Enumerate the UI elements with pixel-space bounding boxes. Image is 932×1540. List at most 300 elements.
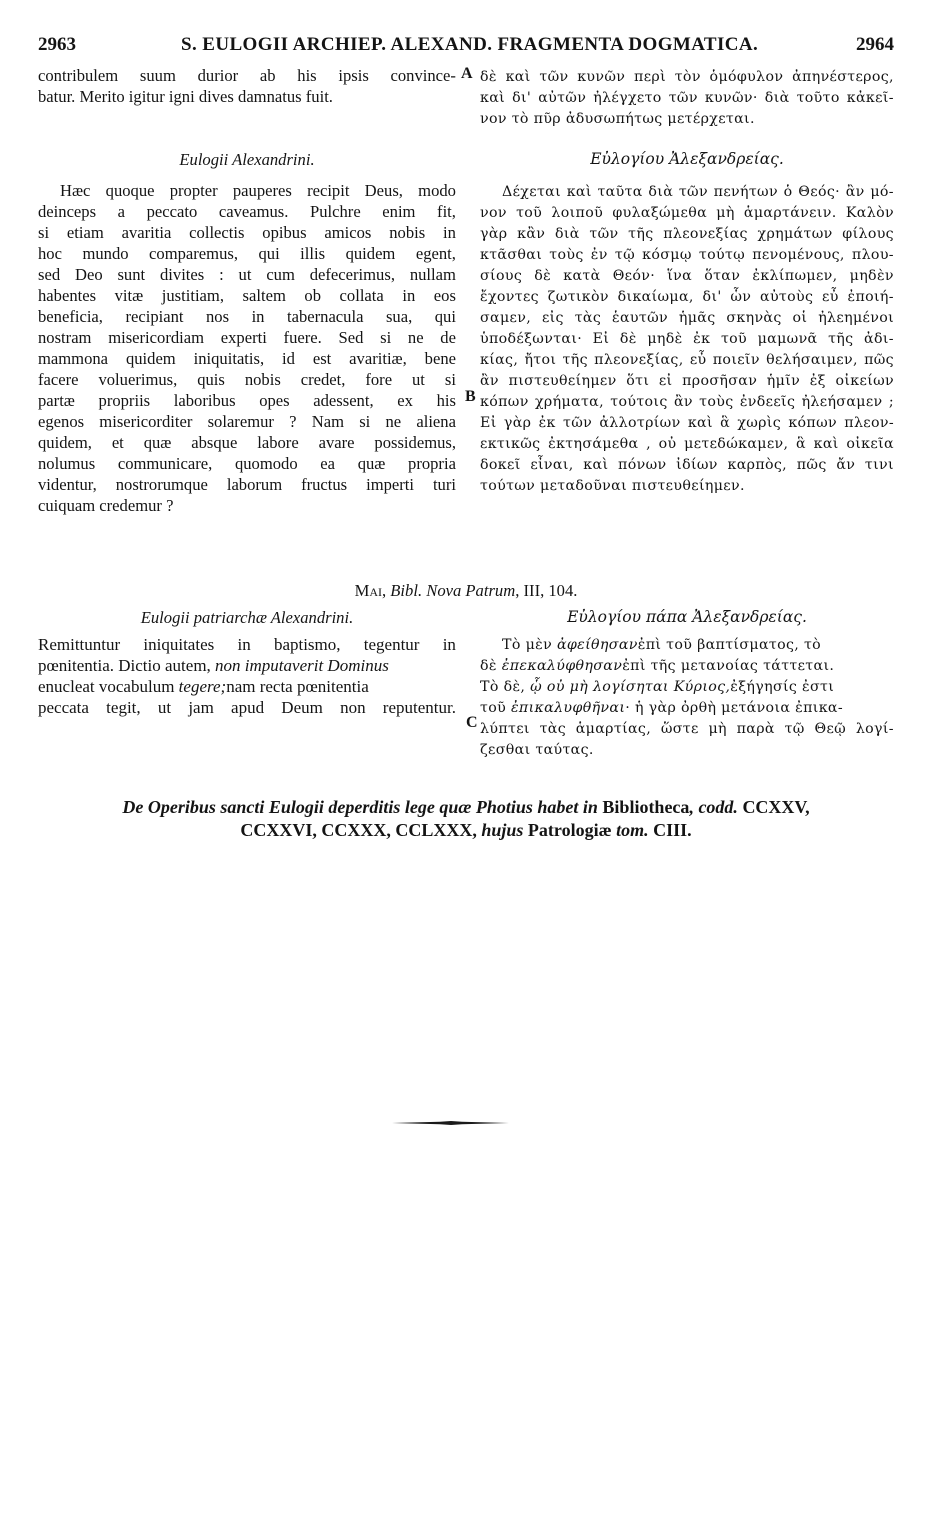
word: quis xyxy=(197,370,225,389)
text-run: δὲ xyxy=(480,658,497,674)
text-run: τοῦ xyxy=(480,700,507,716)
italic-run: ᾧ οὐ μὴ λογίσηται Κύριος, xyxy=(530,679,731,695)
word: quoque xyxy=(105,181,155,200)
word: εἰ xyxy=(658,373,673,389)
word: κἀκεῖ- xyxy=(846,90,894,106)
word: Remittuntur xyxy=(38,635,121,654)
word: facere xyxy=(38,370,79,389)
word: ἐποιή- xyxy=(847,289,894,305)
text-run: Patrologiæ xyxy=(523,820,617,840)
latin-line xyxy=(38,264,456,285)
word: τῶν xyxy=(678,184,708,200)
word: ποιεῖν xyxy=(712,352,760,368)
word: nullam xyxy=(409,265,456,284)
word: in xyxy=(443,223,456,242)
word: δοκεῖ xyxy=(480,457,521,473)
word: σκηνὰς xyxy=(726,310,782,326)
greek-line xyxy=(480,634,894,655)
latin-line xyxy=(38,285,456,306)
word: tabernacula xyxy=(286,307,364,326)
text-run: pœnitentia. Dictio autem, xyxy=(38,656,211,675)
word: διὰ xyxy=(554,226,580,242)
greek-column-top xyxy=(480,67,894,130)
word: hoc xyxy=(38,244,62,263)
word: recipit xyxy=(307,181,350,200)
word: τῶν xyxy=(539,69,569,85)
page-number-left: 2963 xyxy=(38,34,76,55)
word: in xyxy=(237,635,251,654)
word: γὰρ xyxy=(480,226,508,242)
word: δι' xyxy=(512,90,532,106)
word: apud xyxy=(231,698,265,717)
greek-line xyxy=(480,350,894,371)
word: Δέχεται xyxy=(502,184,561,200)
word: ἀπηνέστερος, xyxy=(792,69,894,85)
word: ἡμᾶς xyxy=(678,310,716,326)
word: ἐκλίπωμεν, xyxy=(752,268,838,284)
greek-line xyxy=(480,697,894,718)
word: ἤτοι xyxy=(524,352,557,368)
greek-line xyxy=(480,67,894,88)
word: εἰς xyxy=(541,310,564,326)
word: τὰς xyxy=(574,310,602,326)
footnote-note xyxy=(38,796,894,842)
word: Εἰ xyxy=(592,331,610,347)
greek-column-1 xyxy=(480,182,894,497)
word: est xyxy=(312,349,332,368)
greek-line xyxy=(480,266,894,287)
greek-line xyxy=(480,287,894,308)
word: τοῦτο xyxy=(796,90,840,106)
word: ὁ xyxy=(783,184,793,200)
word: καὶ xyxy=(505,69,531,85)
word: ἰδίων xyxy=(676,457,718,473)
word: vitæ xyxy=(114,286,144,305)
word: ἐκτησάμεθα xyxy=(548,436,639,452)
text-run: · ἡ γὰρ ὀρθὴ μετάνοια ἐπικα- xyxy=(625,700,843,716)
greek-line xyxy=(480,676,894,697)
word: τοὺς xyxy=(699,394,734,410)
word: Εἰ xyxy=(480,415,497,431)
word: τῶν xyxy=(563,415,593,431)
word: pauperes xyxy=(232,181,292,200)
word: nolumus xyxy=(38,454,96,473)
word: διὰ xyxy=(764,90,790,106)
word: videntur, xyxy=(38,475,97,494)
word: κατὰ xyxy=(563,268,601,284)
word: διὰ xyxy=(648,184,674,200)
word: ὧν xyxy=(730,289,752,305)
word: communicare, xyxy=(117,454,213,473)
latin-line: batur. Merito igitur igni dives damnatus fuit. xyxy=(38,87,333,106)
word: propria xyxy=(408,454,456,473)
greek-line xyxy=(480,224,894,245)
latin-line xyxy=(38,327,456,348)
margin-letter-a: A xyxy=(461,65,473,82)
text-run: ἐπὶ τοῦ βαπτίσματος, τὸ xyxy=(637,637,822,653)
greek-line xyxy=(480,308,894,329)
word: φυλαξώμεθα xyxy=(612,205,708,221)
word: κόπων xyxy=(788,415,838,431)
word: εὖ xyxy=(822,289,839,305)
word: tegit, xyxy=(106,698,141,717)
word: justitiam, xyxy=(161,286,224,305)
word: ἠλέγχετο xyxy=(593,90,662,106)
word: πλεον- xyxy=(844,415,894,431)
word: τῆς xyxy=(628,226,654,242)
word: εκτικῶς xyxy=(480,436,541,452)
latin-line xyxy=(38,180,456,201)
word: καὶ xyxy=(480,90,506,106)
word: ἔχοντες xyxy=(480,289,539,305)
word: καὶ xyxy=(583,457,609,473)
word: κυνῶν xyxy=(577,69,626,85)
word: αὐτοὺς xyxy=(760,289,814,305)
word: jam xyxy=(188,698,214,717)
word: σαμεν, xyxy=(480,310,532,326)
word: misericordiam xyxy=(108,328,205,347)
word: ἂν xyxy=(673,394,693,410)
latin-line: cuiquam credemur ? xyxy=(38,496,174,515)
word: ἠλεήσαμεν xyxy=(801,394,883,410)
text-run: nam recta pœnitentia xyxy=(226,677,369,696)
word: bene xyxy=(424,349,456,368)
word: collata xyxy=(339,286,384,305)
latin-line xyxy=(38,65,456,86)
greek-line xyxy=(480,455,894,476)
word: adessent, xyxy=(313,391,374,410)
word: turi xyxy=(432,475,456,494)
text-run: enucleat vocabulum xyxy=(38,677,175,696)
word: πῶς xyxy=(864,352,894,368)
word: χρημάτων xyxy=(757,226,833,242)
word: ex xyxy=(397,391,413,410)
word: suum xyxy=(139,66,176,85)
word: si xyxy=(380,328,392,347)
word: γὰρ xyxy=(503,415,532,431)
word: nostram xyxy=(38,328,92,347)
text-run: Τὸ δὲ, xyxy=(480,679,526,695)
latin-heading: Eulogii Alexandrini. xyxy=(179,150,315,169)
word: solaremur xyxy=(207,412,274,431)
greek-line: νον τὸ πῦρ ἀδυσωπήτως μετέρχεται. xyxy=(480,111,755,127)
word: recipiant xyxy=(125,307,184,326)
word: ἃ xyxy=(796,436,806,452)
text-run: ἐξήγησίς ἐστι xyxy=(730,679,835,695)
word: qui xyxy=(258,244,280,263)
latin-line xyxy=(38,390,456,411)
word: τῷ xyxy=(614,247,635,263)
word: τοῦ xyxy=(720,331,748,347)
word: de xyxy=(440,328,456,347)
word: ἐνδεεῖς xyxy=(739,394,796,410)
word: propter xyxy=(169,181,218,200)
word: ἄν xyxy=(836,457,856,473)
word: προσῆσαν xyxy=(682,373,758,389)
word: Θεόν· xyxy=(612,268,656,284)
word: ζωτικὸν xyxy=(547,289,609,305)
word: κόσμῳ xyxy=(642,247,692,263)
word: κἂν xyxy=(517,226,546,242)
word: πιστευθείημεν xyxy=(508,373,617,389)
latin-line xyxy=(38,697,456,718)
word: κυνῶν· xyxy=(704,90,758,106)
citation-ref: , III, 104. xyxy=(515,581,578,600)
word: iniquitates xyxy=(143,635,215,654)
word: egent, xyxy=(415,244,456,263)
word: μὴ xyxy=(708,721,727,737)
word: σίους xyxy=(480,268,523,284)
word: beneficia, xyxy=(38,307,103,326)
word: ne xyxy=(407,328,424,347)
italic-run: ἀφείθησαν xyxy=(556,637,638,653)
latin-line xyxy=(38,243,456,264)
word: καὶ xyxy=(566,184,592,200)
latin-line xyxy=(38,201,456,222)
word: ἀδι- xyxy=(864,331,894,347)
word: experti xyxy=(220,328,267,347)
word: quidem, xyxy=(38,433,92,452)
word: πλεονεξίας xyxy=(663,226,748,242)
word: etiam xyxy=(66,223,104,242)
word: Nam xyxy=(311,412,344,431)
greek-column-2 xyxy=(480,634,894,760)
word: reputentur. xyxy=(382,698,456,717)
word: μό- xyxy=(870,184,894,200)
word: amicos xyxy=(324,223,372,242)
word: fuere. xyxy=(283,328,322,347)
word: Hæc xyxy=(60,181,91,200)
word: μὴ xyxy=(716,205,735,221)
word: ab xyxy=(259,66,276,85)
word: fructus xyxy=(301,475,348,494)
word: propriis xyxy=(98,391,151,410)
word: περὶ xyxy=(634,69,666,85)
word: Pulchre xyxy=(310,202,361,221)
greek-line xyxy=(480,203,894,224)
word: qui xyxy=(434,307,456,326)
word: his xyxy=(436,391,456,410)
word: τὰς xyxy=(539,721,566,737)
word: si xyxy=(38,223,50,242)
latin-line xyxy=(38,369,456,390)
word: ἐκ xyxy=(538,415,556,431)
word: egenos xyxy=(38,412,85,431)
greek-line xyxy=(480,245,894,266)
end-ornament xyxy=(392,1120,510,1126)
running-title: S. EULOGII ARCHIEP. ALEXAND. FRAGMENTA DOGMATICA. xyxy=(181,34,759,55)
word: aliena xyxy=(416,412,456,431)
text-run: CCXXVI, CCXXX, CCLXXX, xyxy=(240,820,482,840)
word: his xyxy=(297,66,317,85)
greek-line xyxy=(480,182,894,203)
text-run: , codd. xyxy=(689,797,743,817)
latin-line xyxy=(38,432,456,453)
word: opibus xyxy=(262,223,307,242)
word: iniquitatis, xyxy=(193,349,265,368)
word: καὶ xyxy=(687,415,713,431)
citation-work: Bibl. Nova Patrum xyxy=(390,581,516,600)
word: durior xyxy=(197,66,239,85)
word: ἵνα xyxy=(667,268,693,284)
word: οἰκείων xyxy=(835,373,894,389)
word: νον xyxy=(480,205,507,221)
word: ἐν xyxy=(590,247,608,263)
word: δι' xyxy=(702,289,722,305)
word: eos xyxy=(433,286,456,305)
word: et xyxy=(111,433,124,452)
word: laboribus xyxy=(173,391,236,410)
source-citation xyxy=(0,581,932,601)
word: , xyxy=(646,436,651,452)
word: χωρὶς xyxy=(737,415,782,431)
word: ipsis xyxy=(338,66,369,85)
word: deinceps xyxy=(38,202,97,221)
italic-run: tegere; xyxy=(178,677,227,696)
word: αὐτῶν xyxy=(538,90,587,106)
word: nostrorumque xyxy=(115,475,208,494)
word: fore xyxy=(365,370,393,389)
greek-line xyxy=(480,739,894,760)
word: ne xyxy=(385,412,402,431)
word: habentes xyxy=(38,286,97,305)
word: quæ xyxy=(143,433,172,452)
word: opes xyxy=(259,391,290,410)
word: quidem xyxy=(125,349,176,368)
word: εἶναι, xyxy=(530,457,574,473)
word: οὐ xyxy=(658,436,677,452)
word: τοὺς xyxy=(549,247,584,263)
greek-line xyxy=(480,718,894,739)
margin-letter-c: C xyxy=(466,714,478,731)
text-run: Τὸ μὲν xyxy=(502,637,553,653)
word: convince- xyxy=(390,66,456,85)
italic-run: ἐπικαλυφθῆναι xyxy=(510,700,626,716)
word: in xyxy=(402,286,416,305)
word: τοῦ xyxy=(516,205,543,221)
word: defecerimus, xyxy=(309,265,395,284)
word: πόνων xyxy=(618,457,667,473)
italic-run: non imputaverit Dominus xyxy=(215,656,389,675)
word: si xyxy=(359,412,371,431)
word: sed xyxy=(38,265,61,284)
word: ἐκ xyxy=(693,331,711,347)
text-run: hujus xyxy=(481,820,524,840)
word: κτᾶσθαι xyxy=(480,247,543,263)
word: nobis xyxy=(244,370,281,389)
word: δὲ xyxy=(619,331,637,347)
margin-letter-b: B xyxy=(465,388,476,405)
word: Deo xyxy=(74,265,103,284)
word: Θεῷ xyxy=(814,721,847,737)
word: Θεός· xyxy=(798,184,840,200)
text-run: CCXXV, xyxy=(742,797,810,817)
word: Deum xyxy=(281,698,323,717)
word: saltem xyxy=(242,286,286,305)
text-run: tom. xyxy=(616,820,649,840)
word: voluerimus, xyxy=(98,370,178,389)
greek-heading: Εὐλογίου Ἀλεξανδρείας. xyxy=(590,150,784,168)
word: ? xyxy=(289,412,297,431)
greek-line xyxy=(480,88,894,109)
word: baptismo, xyxy=(273,635,341,654)
text-run: ζεσθαι ταύτας. xyxy=(480,742,594,758)
word: τῆς xyxy=(562,352,588,368)
word: εὖ xyxy=(689,352,707,368)
word: contribulem xyxy=(38,66,119,85)
word: possidemus, xyxy=(374,433,456,452)
latin-column-top xyxy=(38,65,456,107)
word: λοιποῦ xyxy=(551,205,604,221)
word: κίας, xyxy=(480,352,519,368)
word: τινι xyxy=(864,457,894,473)
word: avaritiæ, xyxy=(349,349,407,368)
word: caveamus. xyxy=(218,202,289,221)
latin-heading-2: Eulogii patriarchæ Alexandrini. xyxy=(140,608,354,627)
word: modo xyxy=(418,181,456,200)
word: ob xyxy=(304,286,321,305)
word: πενομένους, xyxy=(752,247,845,263)
word: enim xyxy=(382,202,416,221)
word: sua, xyxy=(385,307,413,326)
word: Deus, xyxy=(364,181,403,200)
word: cum xyxy=(266,265,295,284)
word: ἁμαρτάνειν. xyxy=(743,205,837,221)
text-run: Bibliotheca xyxy=(602,797,690,817)
word: ἑαυτῶν xyxy=(612,310,668,326)
word: ἁμαρτίας, xyxy=(575,721,652,737)
greek-line xyxy=(480,655,894,676)
word: ἀλλοτρίων xyxy=(599,415,681,431)
word: ut xyxy=(412,370,425,389)
word: φίλους xyxy=(842,226,894,242)
word: τὸν xyxy=(674,69,701,85)
word: θελήσαιμεν, xyxy=(766,352,858,368)
word: τούτοις xyxy=(610,394,668,410)
word: ἃ xyxy=(720,415,731,431)
word: mammona xyxy=(38,349,109,368)
word: ὑποδέξωνται· xyxy=(480,331,583,347)
word: laborum xyxy=(226,475,283,494)
word: peccato xyxy=(146,202,198,221)
word: imperti xyxy=(366,475,415,494)
word: Καλὸν xyxy=(845,205,894,221)
word: collectis xyxy=(189,223,245,242)
word: quomodo xyxy=(234,454,298,473)
word: δὲ xyxy=(534,268,552,284)
word: ἠλεημένοι xyxy=(818,310,894,326)
word: λύπτει xyxy=(480,721,530,737)
word: ὥστε xyxy=(660,721,699,737)
word: ea xyxy=(320,454,336,473)
word: fit, xyxy=(437,202,456,221)
word: in xyxy=(442,635,456,654)
word: sunt xyxy=(117,265,146,284)
greek-line xyxy=(480,329,894,350)
word: Sed xyxy=(338,328,364,347)
latin-line xyxy=(38,453,456,474)
word: ὁμόφυλον xyxy=(709,69,784,85)
word: credet, xyxy=(300,370,346,389)
word: ἂν xyxy=(845,184,865,200)
word: ἐξ xyxy=(809,373,826,389)
word: καρπὸς, xyxy=(727,457,788,473)
word: avaritia xyxy=(121,223,172,242)
word: δὲ xyxy=(480,69,497,85)
text-run: De Operibus sancti Eulogii deperditis lege quæ Photius habet in xyxy=(122,797,603,817)
word: ut xyxy=(157,698,172,717)
greek-heading-2: Εὐλογίου πάπα Ἀλεξανδρείας. xyxy=(567,608,807,626)
